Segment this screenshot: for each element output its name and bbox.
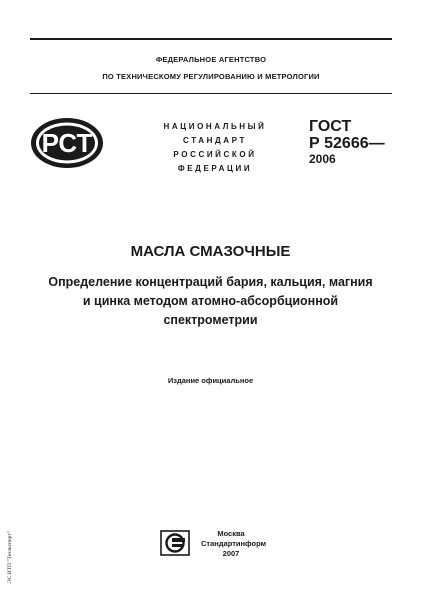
subtitle-line-3: спектрометрии — [163, 313, 258, 327]
standard-line-1: НАЦИОНАЛЬНЫЙ — [163, 122, 267, 131]
publisher-name: Стандартинформ — [201, 539, 267, 548]
standard-line-4: ФЕДЕРАЦИИ — [177, 164, 253, 173]
middle-rule — [30, 93, 392, 94]
publisher-year: 2007 — [222, 549, 240, 558]
edition-note: Издание официальное — [167, 376, 254, 385]
rst-mark-icon — [28, 115, 106, 171]
document-subtitle — [20, 273, 401, 330]
side-stamp — [2, 521, 16, 593]
standard-designation — [309, 118, 385, 166]
rst-mark-letters: РСТ — [41, 128, 93, 158]
standard-line-3: РОССИЙСКОЙ — [173, 150, 257, 159]
agency-line-2: ПО ТЕХНИЧЕСКОМУ РЕГУЛИРОВАНИЮ И МЕТРОЛОГИИ — [102, 72, 320, 81]
publisher-info — [201, 529, 267, 559]
designation-number: Р 52666— — [309, 135, 385, 152]
publisher-city: Москва — [217, 529, 245, 538]
document-title: МАСЛА СМАЗОЧНЫЕ — [130, 243, 291, 260]
designation-prefix: ГОСТ — [309, 118, 352, 135]
designation-year: 2006 — [309, 152, 336, 166]
standard-line-2: СТАНДАРТ — [183, 136, 247, 145]
standard-type — [140, 120, 290, 176]
standartinform-logo-icon — [160, 530, 190, 556]
top-rule — [30, 38, 392, 40]
side-stamp-text: ЭС НТП "Техэксперт" — [7, 531, 13, 583]
subtitle-line-2: и цинка методом атомно-абсорбционной — [82, 294, 339, 308]
agency-line-1: ФЕДЕРАЛЬНОЕ АГЕНТСТВО — [155, 55, 267, 64]
subtitle-line-1: Определение концентраций бария, кальция, магния — [48, 275, 373, 289]
